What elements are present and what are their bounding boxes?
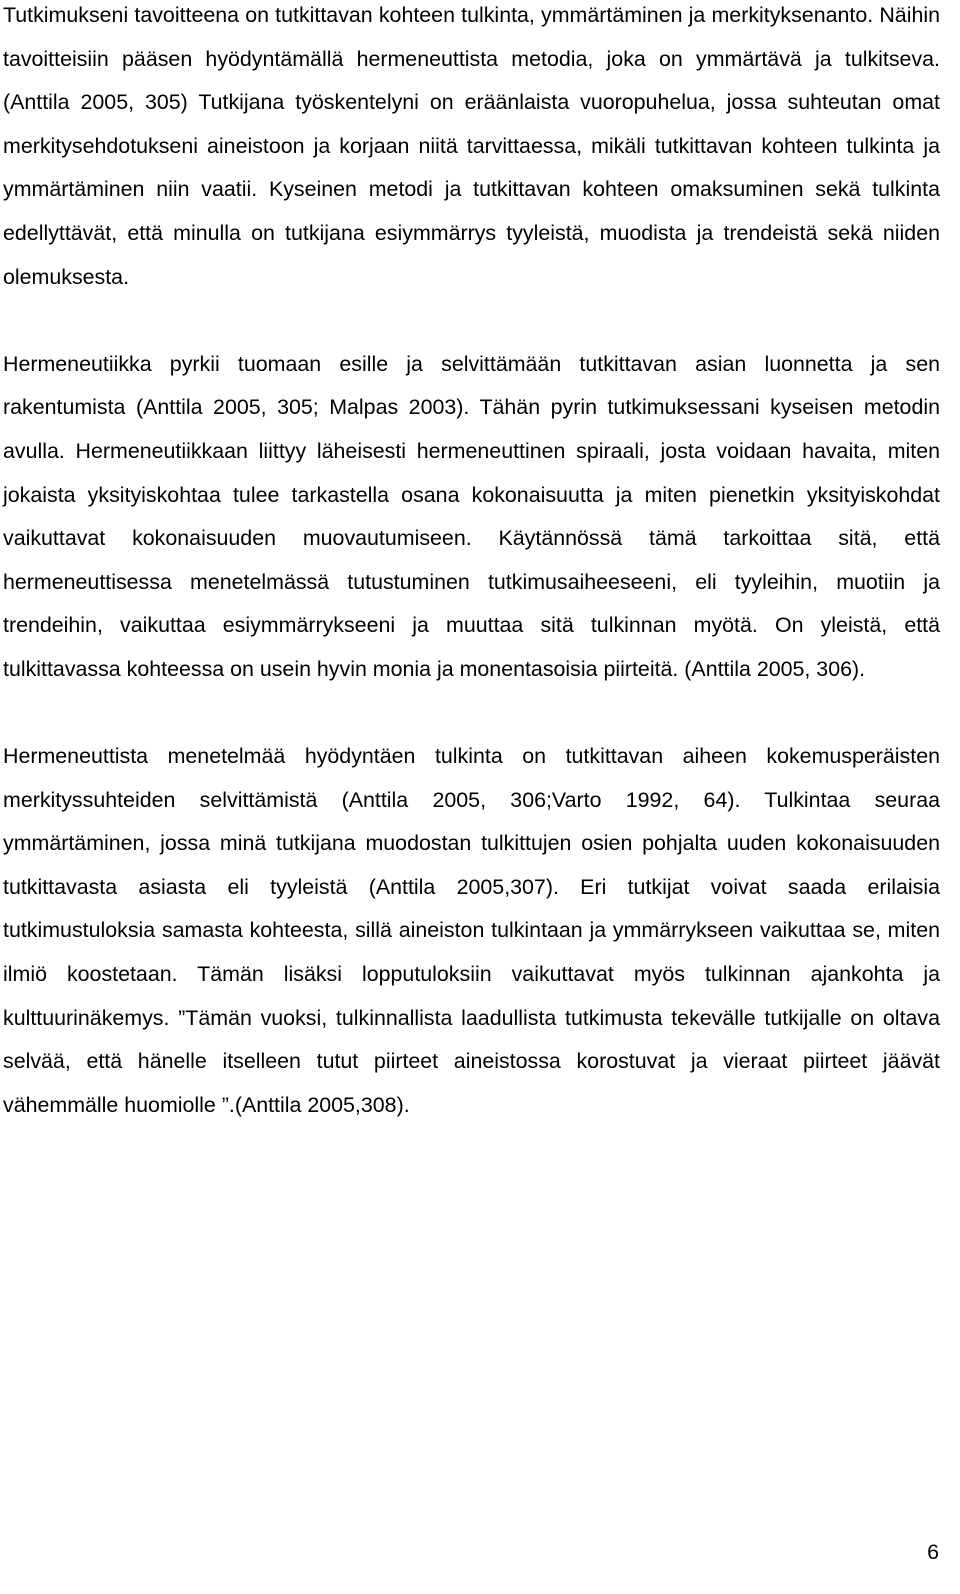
page-number: 6 — [927, 1540, 939, 1564]
paragraph-2: Hermeneutiikka pyrkii tuomaan esille ja selvittämään tutkittavan asian luonnetta ja sen rakentumista (Anttila 2005, 305; Malpas 2003). Tähän pyrin tutkimuksessani kyseisen metodin avulla. Hermeneutiikkaan liittyy läheisesti hermeneuttinen spiraali, josta voidaan havaita, miten jokaista yksityiskohtaa tulee tarkastella osana kokonaisuutta ja miten pienetkin yksityiskohdat vaikuttavat kokonaisuuden muovautumiseen. Käytännössä tämä tarkoittaa sitä, että hermeneuttisessa menetelmässä tutustuminen tutkimusaiheeseeni, eli tyyleihin, muotiin ja trendeihin, vaikuttaa esiymmärrykseeni ja muuttaa sitä tulkinnan myötä. On yleistä, että tulkittavassa kohteessa on usein hyvin monia ja monentasoisia piirteitä. (Anttila 2005, 306). — [3, 351, 940, 681]
paragraph-1: Tutkimukseni tavoitteena on tutkittavan kohteen tulkinta, ymmärtäminen ja merkityksenanto. Näihin tavoitteisiin pääsen hyödyntämällä hermeneuttista metodia, joka on ymmärtävä ja tulkitseva. (Anttila 2005, 305) Tutkijana työskentelyni on eräänlaista vuoropuhelua, jossa suhteutan omat merkitysehdotukseni aineistoon ja korjaan niitä tarvittaessa, mikäli tutkittavan kohteen tulkinta ja ymmärtäminen niin vaatii. Kyseinen metodi ja tutkittavan kohteen omaksuminen sekä tulkinta edellyttävät, että minulla on tutkijana esiymmärrys tyyleistä, muodista ja trendeistä sekä niiden olemuksesta. — [3, 3, 940, 289]
paragraph-3: Hermeneuttista menetelmää hyödyntäen tulkinta on tutkittavan aiheen kokemusperäisten merkityssuhteiden selvittämistä (Anttila 2005, 306;Varto 1992, 64). Tulkintaa seuraa ymmärtäminen, jossa minä tutkijana muodostan tulkittujen osien pohjalta uuden kokonaisuuden tutkittavasta asiasta eli tyyleistä (Anttila 2005,307). Eri tutkijat voivat saada erilaisia tutkimustuloksia samasta kohteesta, sillä aineiston tulkintaan ja ymmärrykseen vaikuttaa se, miten ilmiö koostetaan. Tämän lisäksi lopputuloksiin vaikuttavat myös tulkinnan ajankohta ja kulttuurinäkemys. ”Tämän vuoksi, tulkinnallista laadullista tutkimusta tekevälle tutkijalle on oltava selvää, että hänelle itselleen tutut piirteet aineistossa korostuvat ja vieraat piirteet jäävät vähemmälle huomiolle ”.(Anttila 2005,308). — [3, 744, 940, 1117]
document-body — [3, 0, 940, 1127]
